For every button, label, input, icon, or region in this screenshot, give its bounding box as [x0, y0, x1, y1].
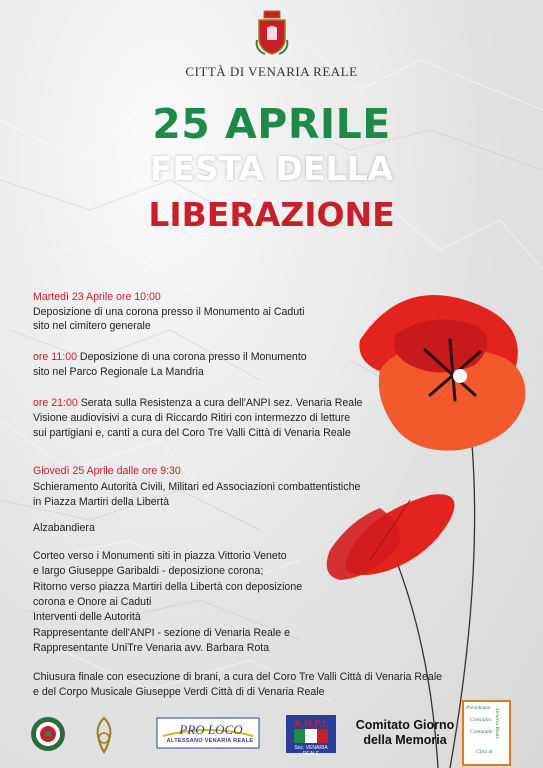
event3-text: Serata sulla Resistenza a cura dell'ANPI sez. Venaria Reale: [77, 397, 363, 409]
presid-word3: Comunale: [470, 729, 493, 735]
event3-line3: sui partigiani e, canti a cura del Coro Tre Valli Città di Venaria Reale: [33, 427, 351, 439]
anpi-subtitle: Sez. VENARIA REALE: [294, 745, 328, 757]
comitato-logo-text: [355, 718, 455, 748]
title-date: 25 APRILE: [152, 100, 391, 148]
corteo-line4: corona e Onore ai Caduti: [33, 596, 152, 608]
day1-line1: Deposizione di una corona presso il Monumento ai Caduti: [33, 306, 305, 318]
day1-heading-red: Martedì 23 Aprile ore 10:00: [33, 291, 161, 303]
corteo-line7: Rappresentante UniTre Venaria avv. Barbara Rota: [33, 642, 270, 654]
alzabandiera: Alzabandiera: [33, 522, 95, 534]
presidenza-consiglio-logo: [462, 700, 511, 766]
event2: [33, 350, 307, 365]
title-liberazione: LIBERAZIONE: [148, 195, 395, 234]
event2-line2: sito nel Parco Regionale La Mandria: [33, 366, 204, 378]
presid-word2: Consiglio: [470, 717, 492, 723]
anpi-title: A.N.P.I.: [294, 719, 328, 730]
day2-line2: in Piazza Martiri della Libertà: [33, 496, 170, 508]
corteo-line2: e largo Giuseppe Garibaldi - deposizione corona;: [33, 565, 264, 577]
city-name: CITTÀ DI VENARIA REALE: [185, 64, 358, 79]
event3-time: ore 21:00: [33, 397, 78, 409]
final-line2: e del Corpo Musicale Giuseppe Verdi Città di di Venaria Reale: [33, 686, 325, 698]
title-festa: FESTA DELLA: [149, 149, 394, 188]
corteo-line1: Corteo verso i Monumenti siti in piazza Vittorio Veneto: [33, 550, 287, 562]
event2-text: Deposizione di una corona presso il Monumento: [76, 351, 307, 363]
corteo-line5: Interventi delle Autorità: [33, 611, 141, 623]
corteo-line3: Ritorno verso piazza Martiri della Libertà con deposizione: [33, 581, 303, 593]
day1-line2: sito nel cimitero generale: [33, 320, 151, 332]
presid-word1: Presidenza: [466, 705, 491, 711]
association-round-logo: [30, 716, 66, 752]
event3-line2: Visione audiovisivi a cura di Riccardo Ritiri con intermezzo di letture: [33, 412, 351, 424]
day2-heading: Giovedì 25 Aprile dalle ore 9:30: [33, 465, 181, 477]
event2-time: ore 11:00: [33, 351, 77, 363]
poppy-flowers-illustration: [300, 280, 543, 768]
proloco-subtitle: ALTESSANO VENARIA REALE: [166, 738, 254, 744]
corteo-line6: Rappresentante dell'ANPI - sezione di Venaria Reale e: [33, 627, 291, 639]
presid-word5: Venaria Reale: [494, 708, 500, 740]
comitato-line2: della Memoria: [363, 733, 447, 747]
music-band-logo: [92, 716, 116, 754]
proloco-title: PRO LOCO: [179, 722, 243, 737]
event3: [33, 396, 362, 411]
final-line1: Chiusura finale con esecuzione di brani, a cura del Coro Tre Valli Città di Venaria Reale: [33, 671, 443, 683]
day2-line1: Schieramento Autorità Civili, Militari ed Associazioni combattentistiche: [33, 481, 361, 493]
presid-word4: Città di: [476, 749, 493, 755]
comitato-line1: Comitato Giorno: [355, 718, 455, 732]
city-crest-icon: [255, 10, 289, 56]
